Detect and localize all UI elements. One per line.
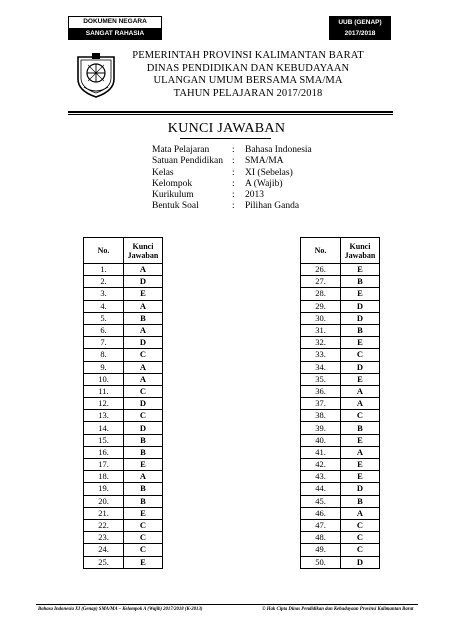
answer-key: D [341,312,380,324]
table-row [84,385,163,397]
footer-copyright: © Hak Cipta Dinas Pendidikan dan Kebudayaan Provinsi Kalimantan Barat [262,607,414,612]
table-row [301,276,380,288]
info-label: Mata Pelajaran [152,145,210,155]
table-row [84,288,163,300]
table-row [301,385,380,397]
table-row [301,324,380,336]
info-label: Kurikulum [152,190,194,201]
answer-key: E [341,288,380,300]
answer-key: B [124,495,163,507]
answer-key: B [341,324,380,336]
table-row [301,288,380,300]
question-number: 5. [84,312,124,324]
answer-key: C [124,544,163,556]
info-separator: : [232,156,235,167]
question-number: 15. [84,434,124,446]
table-row [84,495,163,507]
answer-key: E [341,264,380,276]
table-row [84,373,163,385]
question-number: 34. [301,361,341,373]
page-title: KUNCI JAWABAN [167,121,286,136]
table-row [84,519,163,531]
info-value: 2013 [245,190,264,201]
letterhead [108,50,388,100]
info-value: Bahasa Indonesia [245,145,312,155]
question-number: 25. [84,556,124,568]
question-number: 46. [301,507,341,519]
info-value: A (Wajib) [245,178,283,189]
question-number: 19. [84,483,124,495]
table-row [301,264,380,276]
table-row [301,300,380,312]
letterhead-divider-thin [68,114,393,115]
info-row [152,145,312,156]
question-number: 36. [301,385,341,397]
answer-key: C [341,410,380,422]
question-number: 30. [301,312,341,324]
question-number: 31. [301,324,341,336]
answer-key: E [341,471,380,483]
answer-key: D [124,276,163,288]
answer-key: D [341,556,380,568]
question-number: 27. [301,276,341,288]
question-number: 16. [84,446,124,458]
question-number: 29. [301,300,341,312]
answer-key: D [341,483,380,495]
question-number: 8. [84,349,124,361]
letterhead-exam: ULANGAN UMUM BERSAMA SMA/MA [153,75,343,86]
question-number: 33. [301,349,341,361]
answer-key: C [341,349,380,361]
table-row [84,483,163,495]
table-row [84,337,163,349]
title-underline [180,138,271,139]
table-row [84,276,163,288]
info-row [152,190,312,201]
info-separator: : [232,145,235,155]
footer-divider [36,604,418,605]
info-value: Pilihan Ganda [245,201,300,212]
table-row [84,300,163,312]
letterhead-year: TAHUN PELAJARAN 2017/2018 [173,87,323,99]
badge-exam-label: UUB (GENAP) [330,17,390,28]
column-header-answer-key: Kunci Jawaban [341,238,380,264]
table-row [301,312,380,324]
table-row [301,544,380,556]
table-row [301,361,380,373]
question-number: 9. [84,361,124,373]
answer-key: C [124,519,163,531]
info-row [152,168,312,179]
question-number: 1. [84,264,124,276]
letterhead-province: PEMERINTAH PROVINSI KALIMANTAN BARAT [132,50,364,61]
column-header-number: No. [301,238,341,264]
answer-key: D [124,337,163,349]
answer-key: A [124,300,163,312]
info-separator: : [232,167,235,178]
table-row [84,422,163,434]
answer-key: E [341,434,380,446]
answer-key: E [341,373,380,385]
info-row [152,156,312,167]
table-row [301,532,380,544]
answer-key: E [124,556,163,568]
answer-key: A [341,507,380,519]
answer-key: D [124,422,163,434]
exam-info [152,145,312,213]
question-number: 48. [301,532,341,544]
question-number: 26. [301,264,341,276]
question-number: 21. [84,507,124,519]
question-number: 37. [301,398,341,410]
answer-key: B [341,276,380,288]
table-row [301,422,380,434]
question-number: 38. [301,410,341,422]
question-number: 39. [301,422,341,434]
answer-key: D [124,398,163,410]
question-number: 7. [84,337,124,349]
info-label: Satuan Pendidikan [152,156,223,167]
column-header-answer-key: Kunci Jawaban [124,238,163,264]
answer-key: C [341,519,380,531]
answer-key-table-right [300,237,380,569]
answer-key: C [124,410,163,422]
table-row [301,483,380,495]
table-row [301,349,380,361]
info-separator: : [232,178,235,189]
answer-key: E [124,288,163,300]
table-row [84,532,163,544]
answer-key: E [124,459,163,471]
info-label: Kelompok [152,178,193,189]
table-row [84,556,163,568]
info-value: XI (Sebelas) [245,167,293,178]
badge-year-label: 2017/2018 [330,28,390,39]
question-number: 18. [84,471,124,483]
answer-key: A [124,264,163,276]
question-number: 13. [84,410,124,422]
question-number: 20. [84,495,124,507]
table-row [84,398,163,410]
answer-key: A [124,373,163,385]
question-number: 41. [301,446,341,458]
table-row [301,556,380,568]
question-number: 40. [301,434,341,446]
question-number: 45. [301,495,341,507]
question-number: 6. [84,324,124,336]
table-row [84,349,163,361]
table-row [84,312,163,324]
question-number: 44. [301,483,341,495]
table-row [301,398,380,410]
answer-key: B [341,495,380,507]
question-number: 32. [301,337,341,349]
info-row [152,201,312,212]
question-number: 49. [301,544,341,556]
answer-key: A [341,398,380,410]
classification-badge [68,16,162,40]
table-row [84,264,163,276]
answer-key: B [341,422,380,434]
answer-key: B [124,312,163,324]
column-header-number: No. [84,238,124,264]
table-row [301,471,380,483]
table-row [301,410,380,422]
question-number: 43. [301,471,341,483]
question-number: 28. [301,288,341,300]
question-number: 47. [301,519,341,531]
answer-key: D [341,361,380,373]
table-row [301,495,380,507]
table-row [301,337,380,349]
answer-key: A [124,361,163,373]
question-number: 22. [84,519,124,531]
letterhead-agency: DINAS PENDIDIKAN DAN KEBUDAYAAN [146,62,350,74]
table-row [84,471,163,483]
question-number: 12. [84,398,124,410]
question-number: 10. [84,373,124,385]
question-number: 11. [84,385,124,397]
answer-key: D [341,300,380,312]
table-row [84,544,163,556]
question-number: 23. [84,532,124,544]
answer-key: A [341,385,380,397]
answer-key: C [124,349,163,361]
footer-subject-info: Bahasa Indonesia XI (Genap) SMA/MA – Kelompok A (Wajib) 2017/2018 (K-2013) [38,607,203,612]
table-row [301,373,380,385]
info-separator: : [232,190,235,201]
question-number: 14. [84,422,124,434]
answer-key: B [124,446,163,458]
question-number: 4. [84,300,124,312]
answer-key: A [341,446,380,458]
letterhead-divider [68,111,393,113]
question-number: 50. [301,556,341,568]
answer-key: B [124,483,163,495]
table-row [84,361,163,373]
table-row [84,446,163,458]
question-number: 17. [84,459,124,471]
info-value: SMA/MA [245,156,284,167]
answer-key: A [124,471,163,483]
answer-key: E [124,507,163,519]
question-number: 42. [301,459,341,471]
table-row [301,519,380,531]
answer-key: C [341,544,380,556]
answer-key-table-left [83,237,163,569]
exam-badge [329,16,391,40]
badge-document-label: DOKUMEN NEGARA [69,17,161,28]
table-row [301,507,380,519]
table-row [84,410,163,422]
info-label: Bentuk Soal [152,201,199,212]
table-row [301,446,380,458]
answer-key: E [341,459,380,471]
table-row [301,434,380,446]
answer-key: C [341,532,380,544]
info-label: Kelas [152,167,174,178]
answer-key: B [124,434,163,446]
answer-key: C [124,385,163,397]
badge-secrecy-label: SANGAT RAHASIA [69,28,161,39]
table-row [84,434,163,446]
info-separator: : [232,201,235,212]
info-row [152,179,312,190]
answer-key: E [341,337,380,349]
table-row [84,459,163,471]
table-row [84,324,163,336]
question-number: 2. [84,276,124,288]
question-number: 3. [84,288,124,300]
answer-key: C [124,532,163,544]
table-row [301,459,380,471]
table-row [84,507,163,519]
question-number: 35. [301,373,341,385]
question-number: 24. [84,544,124,556]
answer-key: A [124,324,163,336]
